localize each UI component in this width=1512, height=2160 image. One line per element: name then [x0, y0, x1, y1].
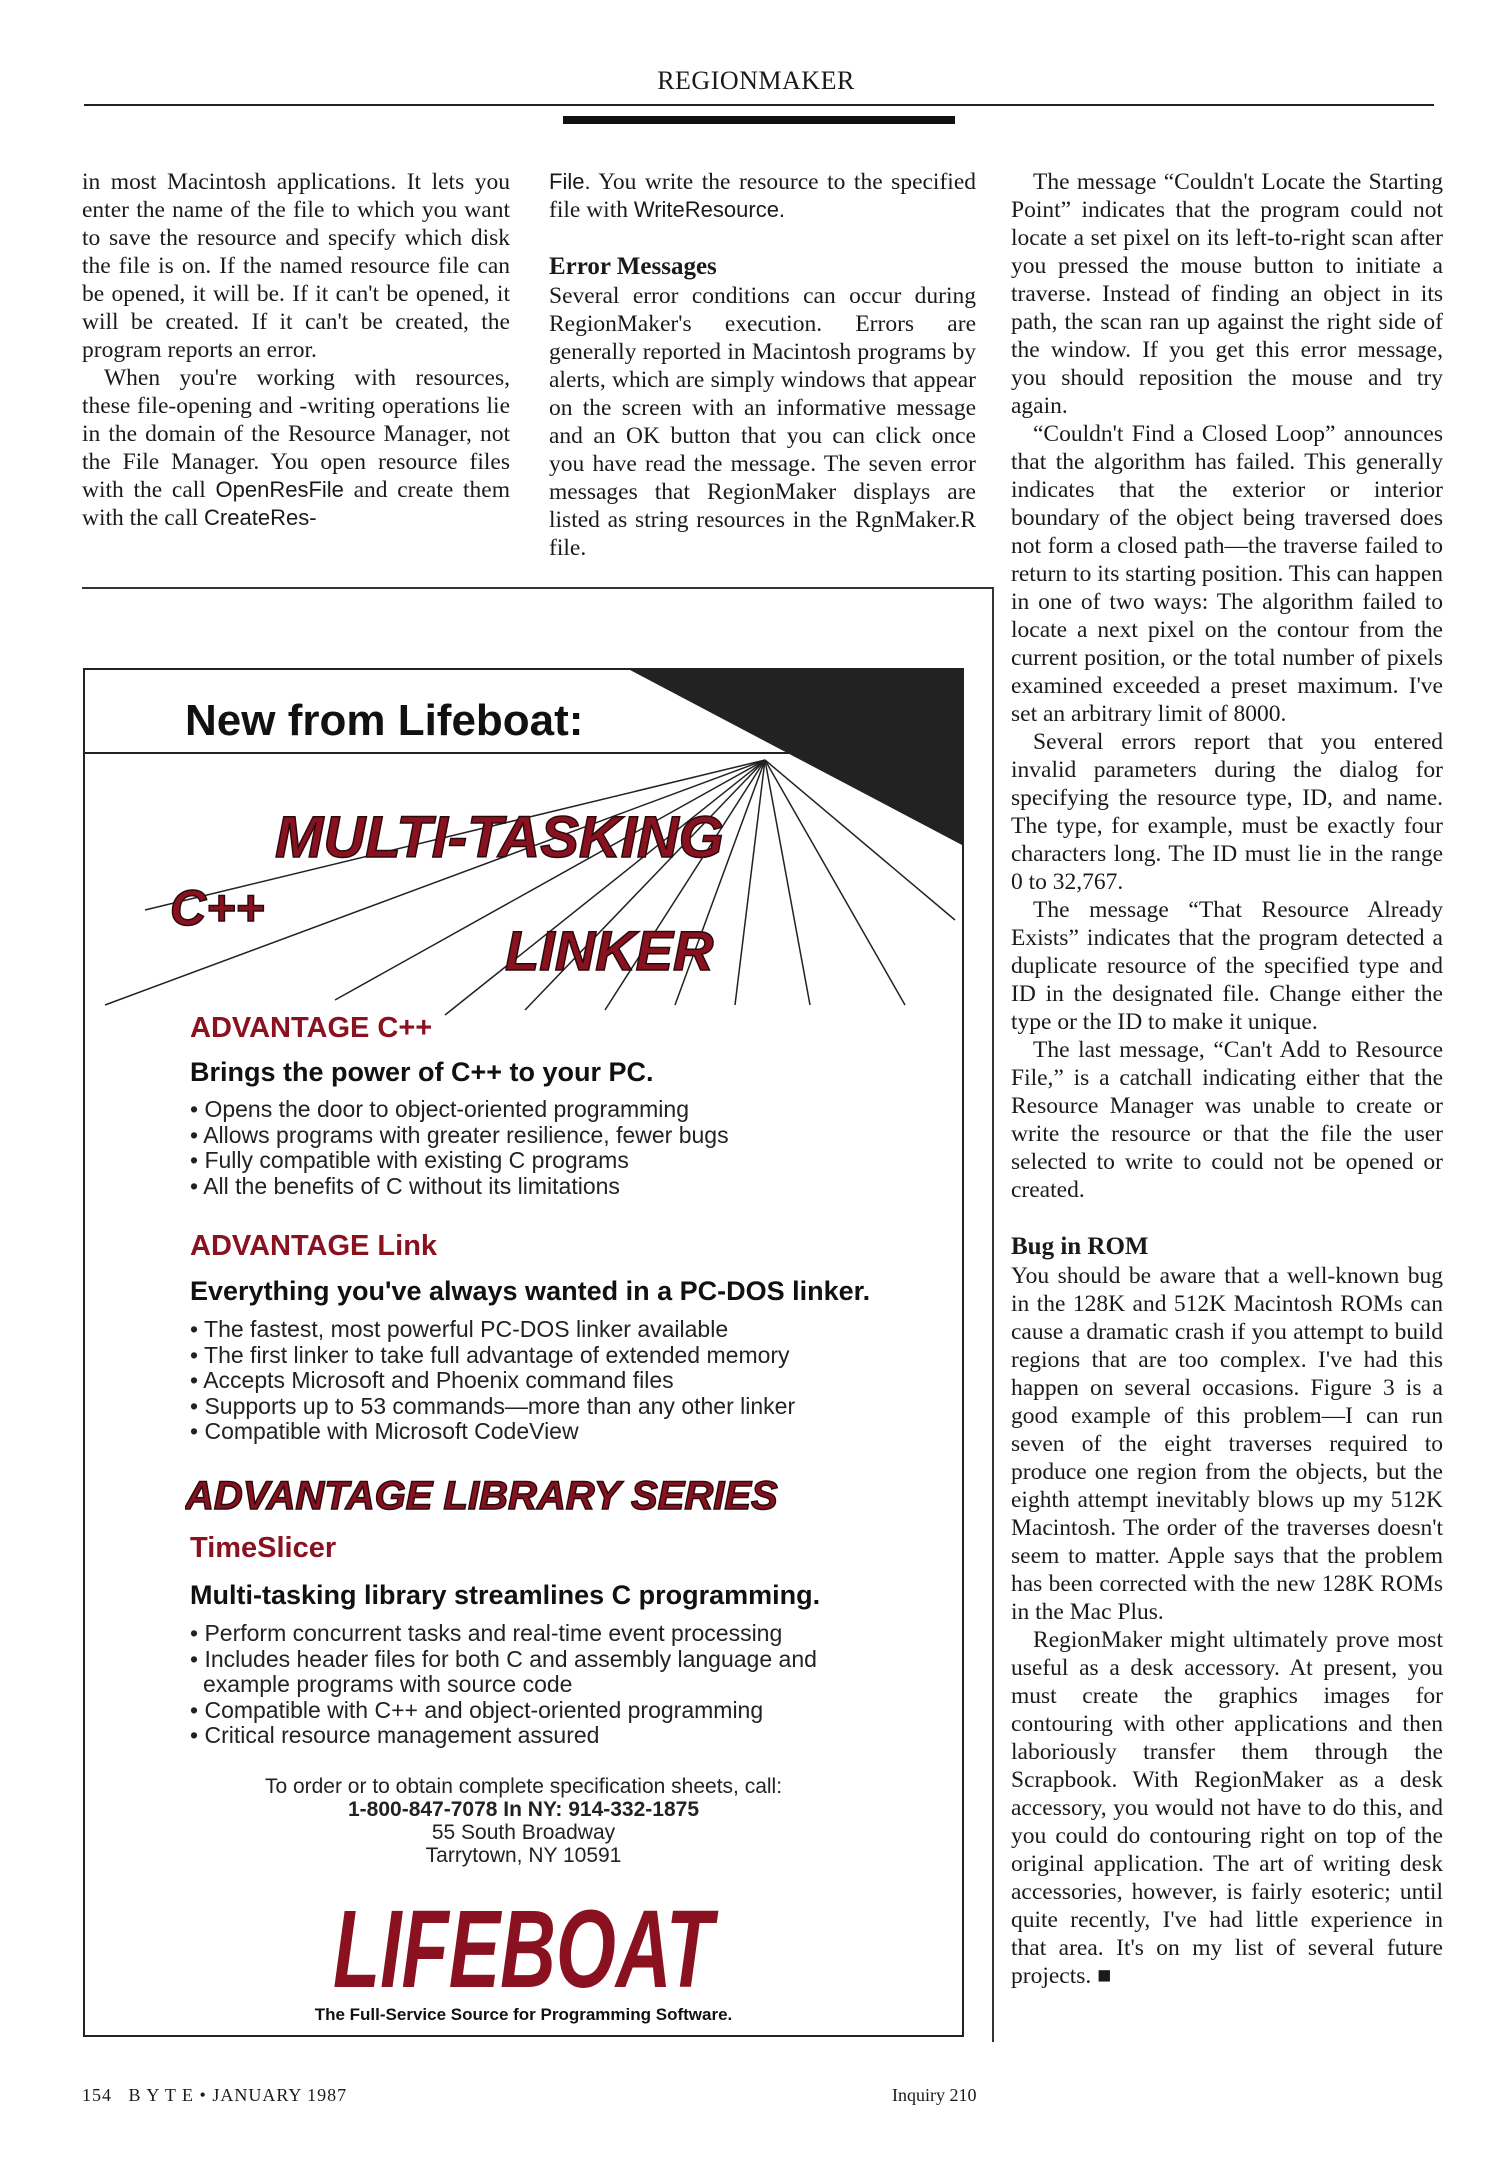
- advantage-cpp-subheading: Brings the power of C++ to your PC.: [190, 1057, 654, 1087]
- column-3: [1011, 168, 1443, 1990]
- lifeboat-logo: [323, 1892, 723, 1997]
- library-series-text: ADVANTAGE LIBRARY SERIES: [185, 1474, 778, 1518]
- list-item: • All the benefits of C without its limitations: [190, 1174, 729, 1200]
- column2-paragraph-0: File. You write the resource to the specified file with WriteResource.: [549, 169, 976, 223]
- column3-paragraph-5: The last message, “Can't Add to Resource File,” is a catchall indicating either that the Resource Manager was unable to create or write the resource or that the file the user selected to write to could not be opened or created.: [1011, 1037, 1443, 1203]
- column3-paragraph-3: Several errors report that you entered invalid parameters during the dialog for specifying the resource type, ID, and name. The type, for example, must be exactly four characters long. The ID must lie in the range 0 to 32,767.: [1011, 729, 1443, 895]
- bug-in-rom-heading: Bug in ROM: [1011, 1233, 1149, 1260]
- column3-paragraph-4: The message “That Resource Already Exists” indicates that the program detected a duplicate resource of the specified type and ID in the designated file. Change either the type or the ID to make it unique.: [1011, 897, 1443, 1035]
- list-item: • Fully compatible with existing C programs: [190, 1148, 729, 1174]
- list-item: • The fastest, most powerful PC-DOS linker available: [190, 1317, 795, 1343]
- page-number: 154: [82, 2085, 112, 2105]
- column-1: [82, 168, 510, 532]
- ad-title: New from Lifeboat:: [185, 696, 584, 745]
- page-footer: 154 B Y T E • JANUARY 1987: [82, 2085, 348, 2105]
- column2-paragraph-1: Several error conditions can occur during RegionMaker's execution. Errors are generally reported in Macintosh programs by alerts, which are simply windows that appear on the screen with an informative message and an OK button that you can click once you have read the message. The seven error messages that RegionMaker displays are listed as string resources in the RgnMaker.R file.: [549, 283, 976, 561]
- issue-date: JANUARY 1987: [212, 2085, 348, 2105]
- column3-paragraph-1: The message “Couldn't Locate the Starting Point” indicates that the program could not locate a set pixel on its left-to-right scan after you pressed the mouse button to initiate a traverse. Instead of finding an object in its path, the scan ran up against the right side of the window. If you get this error message, you should reposition the mouse and try again.: [1011, 169, 1443, 419]
- column1-paragraph-1: in most Macintosh applications. It lets you enter the name of the file to which you want to save the resource and specify which disk the file is on. If the named resource file can be opened, it will be. If it can't be opened, it will be created. If it can't be created, the program reports an error.: [82, 169, 510, 363]
- list-item: • Compatible with C++ and object-oriented programming: [190, 1698, 890, 1724]
- list-item: • Allows programs with greater resilience, fewer bugs: [190, 1123, 729, 1149]
- lifeboat-logo-text: LIFEBOAT: [333, 1892, 719, 1997]
- list-item: • Includes header files for both C and assembly language and example programs with source code: [190, 1647, 890, 1698]
- header-rule: [84, 104, 1434, 106]
- order-instructions: To order or to obtain complete specification sheets, call:: [264, 1775, 783, 1798]
- address-line-2: Tarrytown, NY 10591: [425, 1844, 622, 1867]
- advantage-link-bullets: [190, 1317, 795, 1445]
- inquiry-number: Inquiry 210: [892, 2085, 977, 2105]
- list-item: • The first linker to take full advantage of extended memory: [190, 1343, 795, 1369]
- cpp-word: C++: [170, 880, 265, 936]
- list-item: • Perform concurrent tasks and real-time event processing: [190, 1621, 890, 1647]
- column3-paragraph-2: “Couldn't Find a Closed Loop” announces that the algorithm has failed. This generally indicates that the exterior or interior boundary of the object being traversed does not form a closed path—the traverse failed to return to its starting position. This can happen in one of two ways: The algorithm failed to locate a next pixel on the contour from the current position, or the total number of pixels examined exceeded a preset maximum. I've set an arbitrary limit of 8000.: [1011, 421, 1443, 727]
- list-item: • Supports up to 53 commands—more than any other linker: [190, 1394, 795, 1420]
- end-of-article-mark: ■: [1097, 1963, 1112, 1989]
- timeslicer-subheading: Multi-tasking library streamlines C programming.: [190, 1580, 821, 1610]
- error-messages-heading: Error Messages: [549, 253, 717, 280]
- list-item: • Opens the door to object-oriented programming: [190, 1097, 729, 1123]
- order-info: [85, 1775, 962, 1867]
- column1-paragraph-2: When you're working with resources, these file-opening and -writing operations lie in the domain of the Resource Manager, not the File Manager. You open resource files with the call OpenResFile and create them with the call CreateRes-: [82, 365, 510, 531]
- column3-paragraph-6: You should be aware that a well-known bug in the 128K and 512K Macintosh ROMs can cause a dramatic crash if you attempt to build regions that are too complex. I've had this happen on several occasions. Figure 3 is a good example of this problem—I can run seven of the eight traverses required to produce one region from the objects, but the eighth attempt inevitably blows up my 512K Macintosh. The order of the traverses doesn't seem to matter. Apple says that the problem has been corrected with the new 128K ROMs in the Mac Plus.: [1011, 1263, 1443, 1625]
- linker-word: LINKER: [505, 919, 714, 982]
- header-bar: [563, 116, 955, 124]
- running-header: REGIONMAKER: [657, 66, 855, 95]
- column3-paragraph-7: RegionMaker might ultimately prove most useful as a desk accessory. At present, you must create the graphics images for contouring with other applications and then laboriously transfer them through the Scrapbook. With RegionMaker as a desk accessory, you would not have to do this, and you could do contouring right on top of the original application. The art of writing desk accessories, however, is fairly esoteric; until quite recently, I've had little experience in that area. It's on my list of several future projects. ■: [1011, 1627, 1443, 1989]
- advantage-link-subheading: Everything you've always wanted in a PC-DOS linker.: [190, 1276, 871, 1306]
- ny-phone-number: In NY: 914-332-1875: [503, 1798, 699, 1821]
- list-item: • Accepts Microsoft and Phoenix command files: [190, 1368, 795, 1394]
- ad-title-rule: [85, 752, 962, 754]
- magazine-name: B Y T E: [128, 2085, 195, 2105]
- advantage-link-heading: ADVANTAGE Link: [190, 1230, 438, 1262]
- ad-tagline: The Full-Service Source for Programming Software.: [314, 2005, 733, 2024]
- order-phones: [85, 1798, 962, 1821]
- column-2: [549, 168, 976, 562]
- timeslicer-bullets: [190, 1621, 890, 1749]
- phone-number: 1-800-847-7078: [347, 1798, 498, 1821]
- advantage-cpp-heading: ADVANTAGE C++: [190, 1012, 433, 1044]
- lifeboat-advertisement: [83, 668, 964, 2037]
- list-item: • Critical resource management assured: [190, 1723, 890, 1749]
- list-item: • Compatible with Microsoft CodeView: [190, 1419, 795, 1445]
- advantage-cpp-bullets: [190, 1097, 729, 1199]
- library-series-banner: [185, 1464, 825, 1524]
- address-line-1: 55 South Broadway: [431, 1821, 616, 1844]
- ad-vertical-rule: [992, 587, 994, 2042]
- multitasking-word: MULTI-TASKING: [275, 805, 724, 870]
- timeslicer-heading: TimeSlicer: [190, 1532, 337, 1564]
- ad-top-rule: [82, 587, 994, 589]
